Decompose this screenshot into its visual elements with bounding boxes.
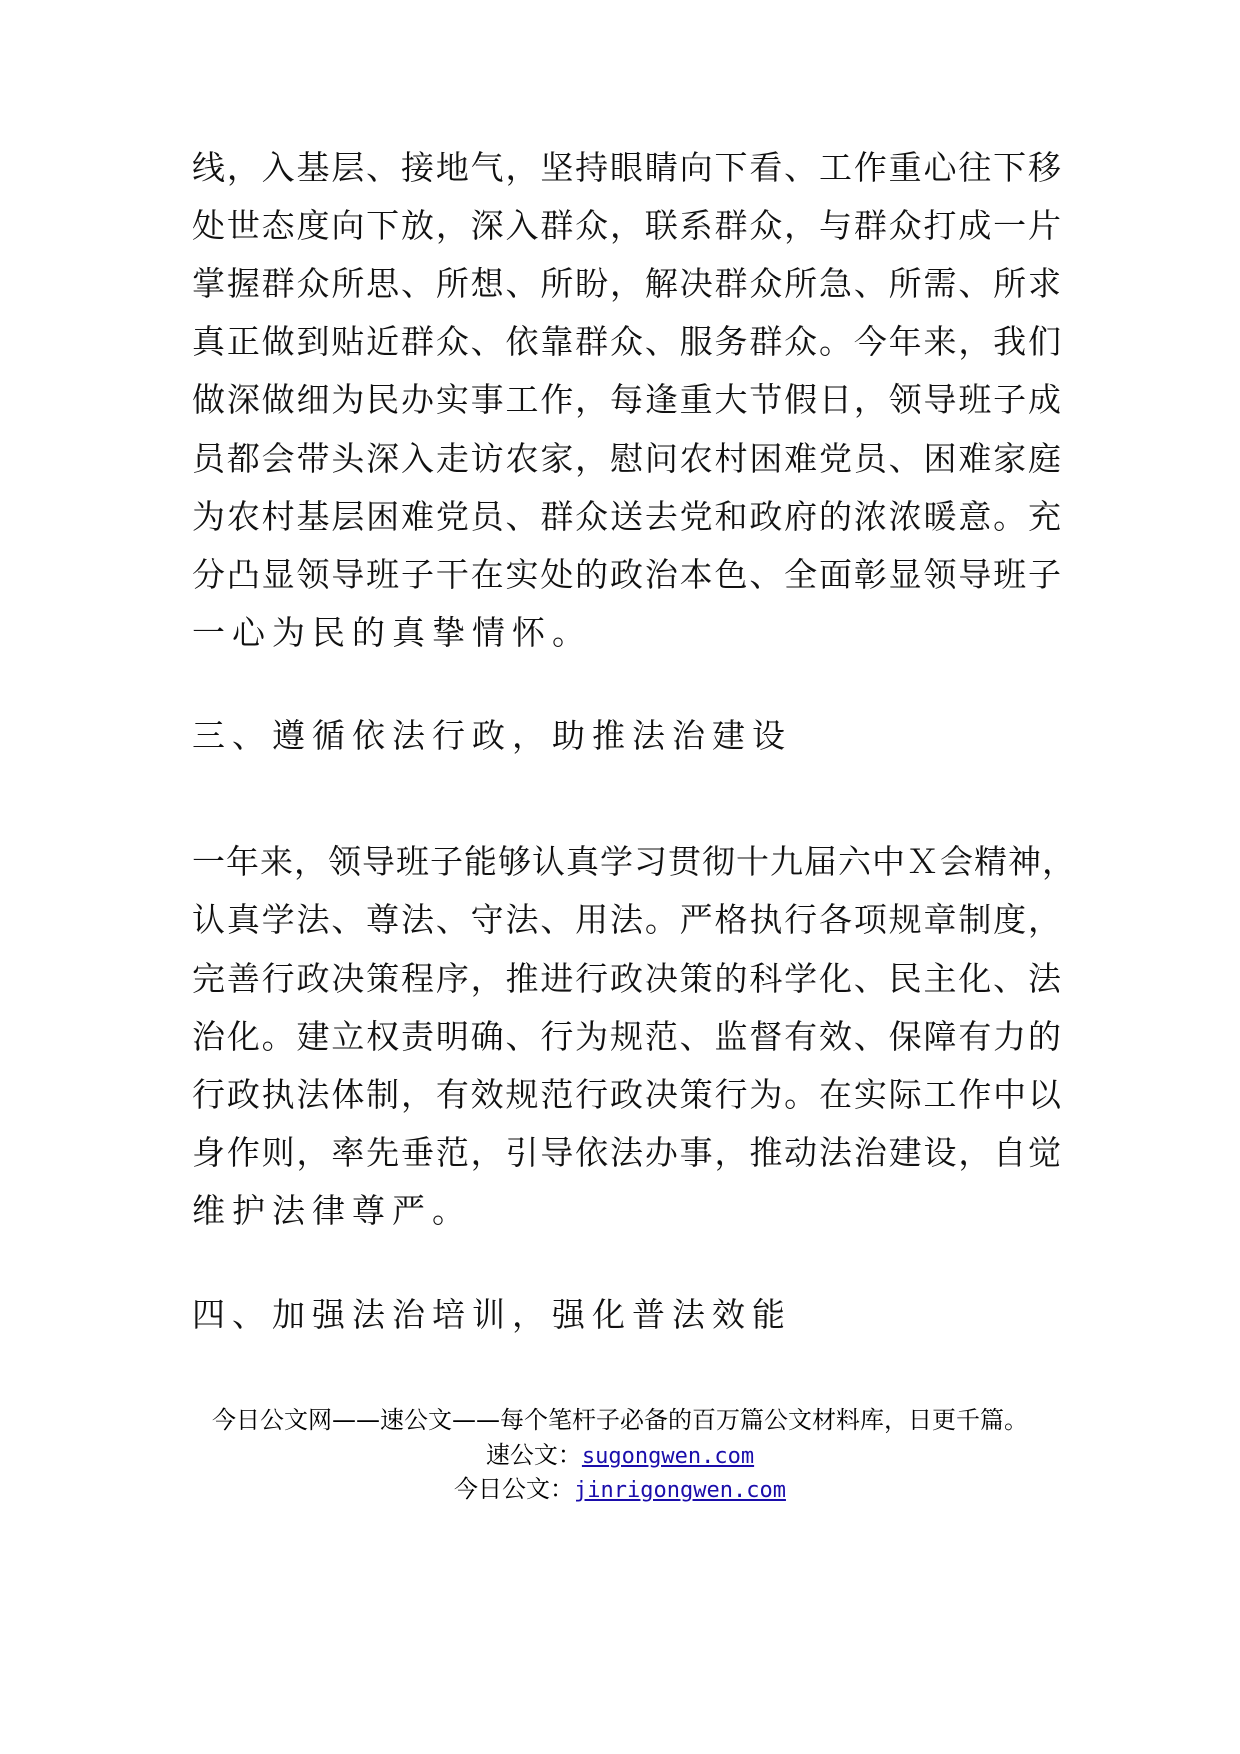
paragraph-line: 维护法律尊严。 bbox=[192, 1191, 472, 1230]
paragraph-line: 处世态度向下放，深入群众，联系群众，与群众打成一片 bbox=[192, 206, 1062, 245]
footer-tagline: 今日公文网——速公文——每个笔杆子必备的百万篇公文材料库，日更千篇。 bbox=[212, 1406, 1028, 1434]
footer-jinrigongwen-label: 今日公文： bbox=[454, 1475, 575, 1503]
paragraph-line: 身作则，率先垂范，引导依法办事，推动法治建设，自觉 bbox=[192, 1133, 1062, 1172]
paragraph-line: 一年来，领导班子能够认真学习贯彻十九届六中Ｘ会精神， bbox=[192, 842, 1076, 881]
paragraph-line: 为农村基层困难党员、群众送去党和政府的浓浓暖意。充 bbox=[192, 497, 1062, 536]
paragraph-line: 一心为民的真挚情怀。 bbox=[192, 613, 592, 652]
sugongwen-link[interactable]: sugongwen.com bbox=[581, 1444, 755, 1469]
footer-sugongwen-line bbox=[0, 1440, 1240, 1472]
section-heading: 四、加强法治培训，强化普法效能 bbox=[192, 1295, 792, 1334]
paragraph-line: 真正做到贴近群众、依靠群众、服务群众。今年来，我们 bbox=[192, 322, 1062, 361]
paragraph-line: 线，入基层、接地气，坚持眼睛向下看、工作重心往下移 bbox=[192, 148, 1062, 187]
jinrigongwen-link[interactable]: jinrigongwen.com bbox=[574, 1478, 786, 1503]
paragraph-line: 行政执法体制，有效规范行政决策行为。在实际工作中以 bbox=[192, 1075, 1062, 1114]
paragraph-line: 掌握群众所思、所想、所盼，解决群众所急、所需、所求 bbox=[192, 264, 1062, 303]
paragraph-line: 认真学法、尊法、守法、用法。严格执行各项规章制度， bbox=[192, 900, 1062, 939]
paragraph-line: 分凸显领导班子干在实处的政治本色、全面彰显领导班子 bbox=[192, 555, 1062, 594]
paragraph-line: 员都会带头深入走访农家，慰问农村困难党员、困难家庭 bbox=[192, 439, 1062, 478]
paragraph-line: 完善行政决策程序，推进行政决策的科学化、民主化、法 bbox=[192, 959, 1062, 998]
paragraph-line: 做深做细为民办实事工作，每逢重大节假日，领导班子成 bbox=[192, 380, 1062, 419]
footer-jinrigongwen-line bbox=[0, 1474, 1240, 1506]
footer-sugongwen-label: 速公文： bbox=[485, 1441, 582, 1469]
section-heading: 三、遵循依法行政，助推法治建设 bbox=[192, 716, 792, 755]
paragraph-line: 治化。建立权责明确、行为规范、监督有效、保障有力的 bbox=[192, 1017, 1062, 1056]
